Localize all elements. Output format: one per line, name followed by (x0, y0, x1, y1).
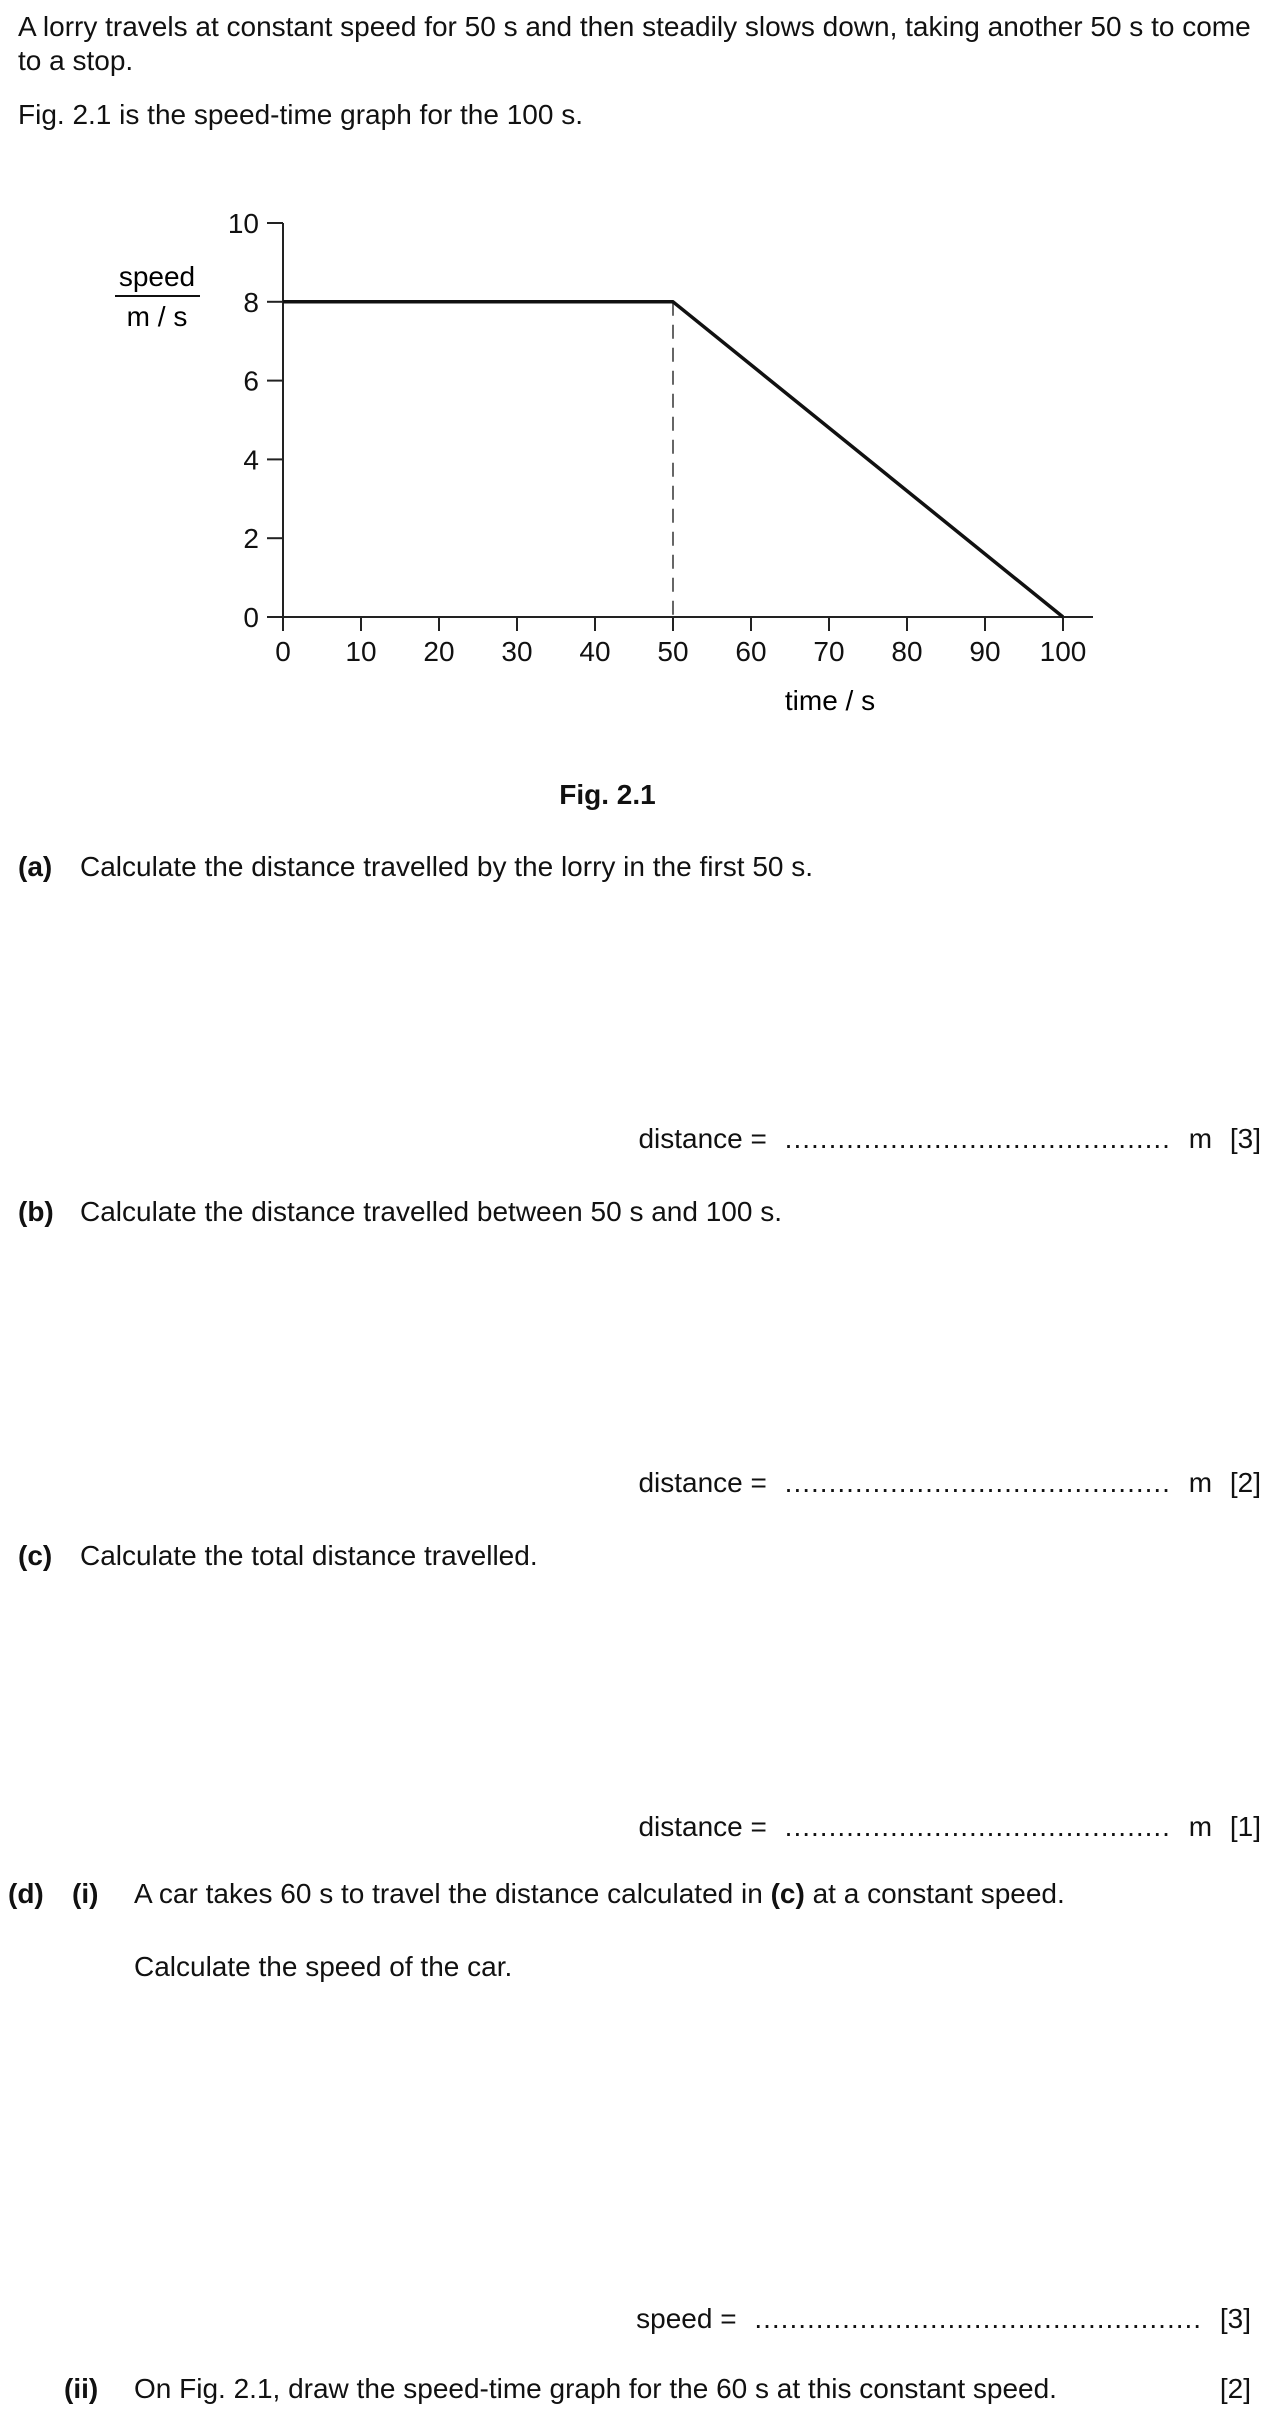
q-d-i-text-2: Calculate the speed of the car. (134, 1951, 513, 1982)
q-b-answer-label: distance = (638, 1467, 767, 1498)
q-c-label: (c) (18, 1540, 53, 1571)
x-tick-label-10: 10 (345, 636, 377, 667)
q-b-answer-line (638, 1466, 1261, 1500)
y-tick-label-0: 0 (243, 602, 259, 633)
q-a-unit: m (1188, 1123, 1213, 1154)
y-tick-label-8: 8 (243, 286, 259, 318)
q-d-ii-text: On Fig. 2.1, draw the speed-time graph for the 60 s at this constant speed. (134, 2373, 1057, 2404)
q-b-marks: [2] (1229, 1467, 1261, 1498)
q-d-i-text (134, 1877, 1065, 1911)
q-a-answer-line (638, 1122, 1261, 1156)
q-d-i-answer-line (636, 2302, 1251, 2336)
x-tick-label-0: 0 (275, 636, 291, 667)
y-tick-label-10: 10 (227, 208, 259, 239)
q-a-answer-label: distance = (638, 1123, 767, 1154)
speed-time-graph (0, 0, 1271, 760)
q-a-text: Calculate the distance travelled by the lorry in the first 50 s. (80, 851, 814, 882)
x-tick-label-90: 90 (969, 636, 1001, 667)
y-tick-label-4: 4 (243, 444, 259, 476)
x-tick-label-80: 80 (891, 636, 923, 667)
q-d-i-answer-field[interactable]: ................................................... (754, 2303, 1203, 2334)
q-b-label: (b) (18, 1196, 54, 1227)
intro-line-2: Fig. 2.1 is the speed-time graph for the 100 s. (18, 99, 583, 130)
x-tick-label-70: 70 (813, 636, 845, 667)
figure-caption: Fig. 2.1 (559, 779, 656, 810)
y-axis-label-top: speed (118, 261, 196, 292)
q-d-i-answer-label: speed = (636, 2303, 737, 2334)
y-tick-label-6: 6 (243, 365, 259, 397)
x-tick-label-100: 100 (1039, 636, 1087, 667)
q-d-ii-marks: [2] (1219, 2373, 1251, 2404)
q-a-label: (a) (18, 851, 53, 882)
y-axis-label-bottom: m / s (126, 301, 188, 332)
q-d-label: (d) (8, 1878, 44, 1909)
q-c-marks: [1] (1229, 1811, 1261, 1842)
q-c-answer-line (638, 1810, 1261, 1844)
q-c-text: Calculate the total distance travelled. (80, 1540, 538, 1571)
q-d-i-marks: [3] (1219, 2303, 1251, 2334)
q-c-answer-field[interactable]: ............................................ (784, 1811, 1171, 1842)
x-tick-label-50: 50 (657, 636, 689, 667)
q-d-i-label: (i) (72, 1878, 99, 1909)
q-c-answer-label: distance = (638, 1811, 767, 1842)
q-d-i-text-post: at a constant speed. (804, 1878, 1065, 1909)
intro-line-1: A lorry travels at constant speed for 50 s and then steadily slows down, taking another 50 s to come to a stop. (18, 11, 1251, 76)
q-a-marks: [3] (1229, 1123, 1261, 1154)
x-tick-label-30: 30 (501, 636, 533, 667)
y-tick-label-2: 2 (243, 523, 259, 555)
chart-ticks (228, 208, 1087, 667)
q-d-i-text-ref: (c) (770, 1878, 805, 1909)
x-tick-label-20: 20 (423, 636, 455, 667)
x-tick-label-60: 60 (735, 636, 767, 667)
q-d-ii-label: (ii) (64, 2373, 99, 2404)
q-c-unit: m (1188, 1811, 1213, 1842)
q-b-text: Calculate the distance travelled between 50 s and 100 s. (80, 1196, 783, 1227)
q-d-i-text-pre: A car takes 60 s to travel the distance calculated in (134, 1878, 771, 1909)
q-a-answer-field[interactable]: ............................................ (784, 1123, 1171, 1154)
q-b-answer-field[interactable]: ............................................ (784, 1467, 1171, 1498)
chart-axes (283, 223, 1093, 631)
x-axis-label: time / s (784, 685, 876, 716)
x-tick-label-40: 40 (579, 636, 611, 667)
q-b-unit: m (1188, 1467, 1213, 1498)
